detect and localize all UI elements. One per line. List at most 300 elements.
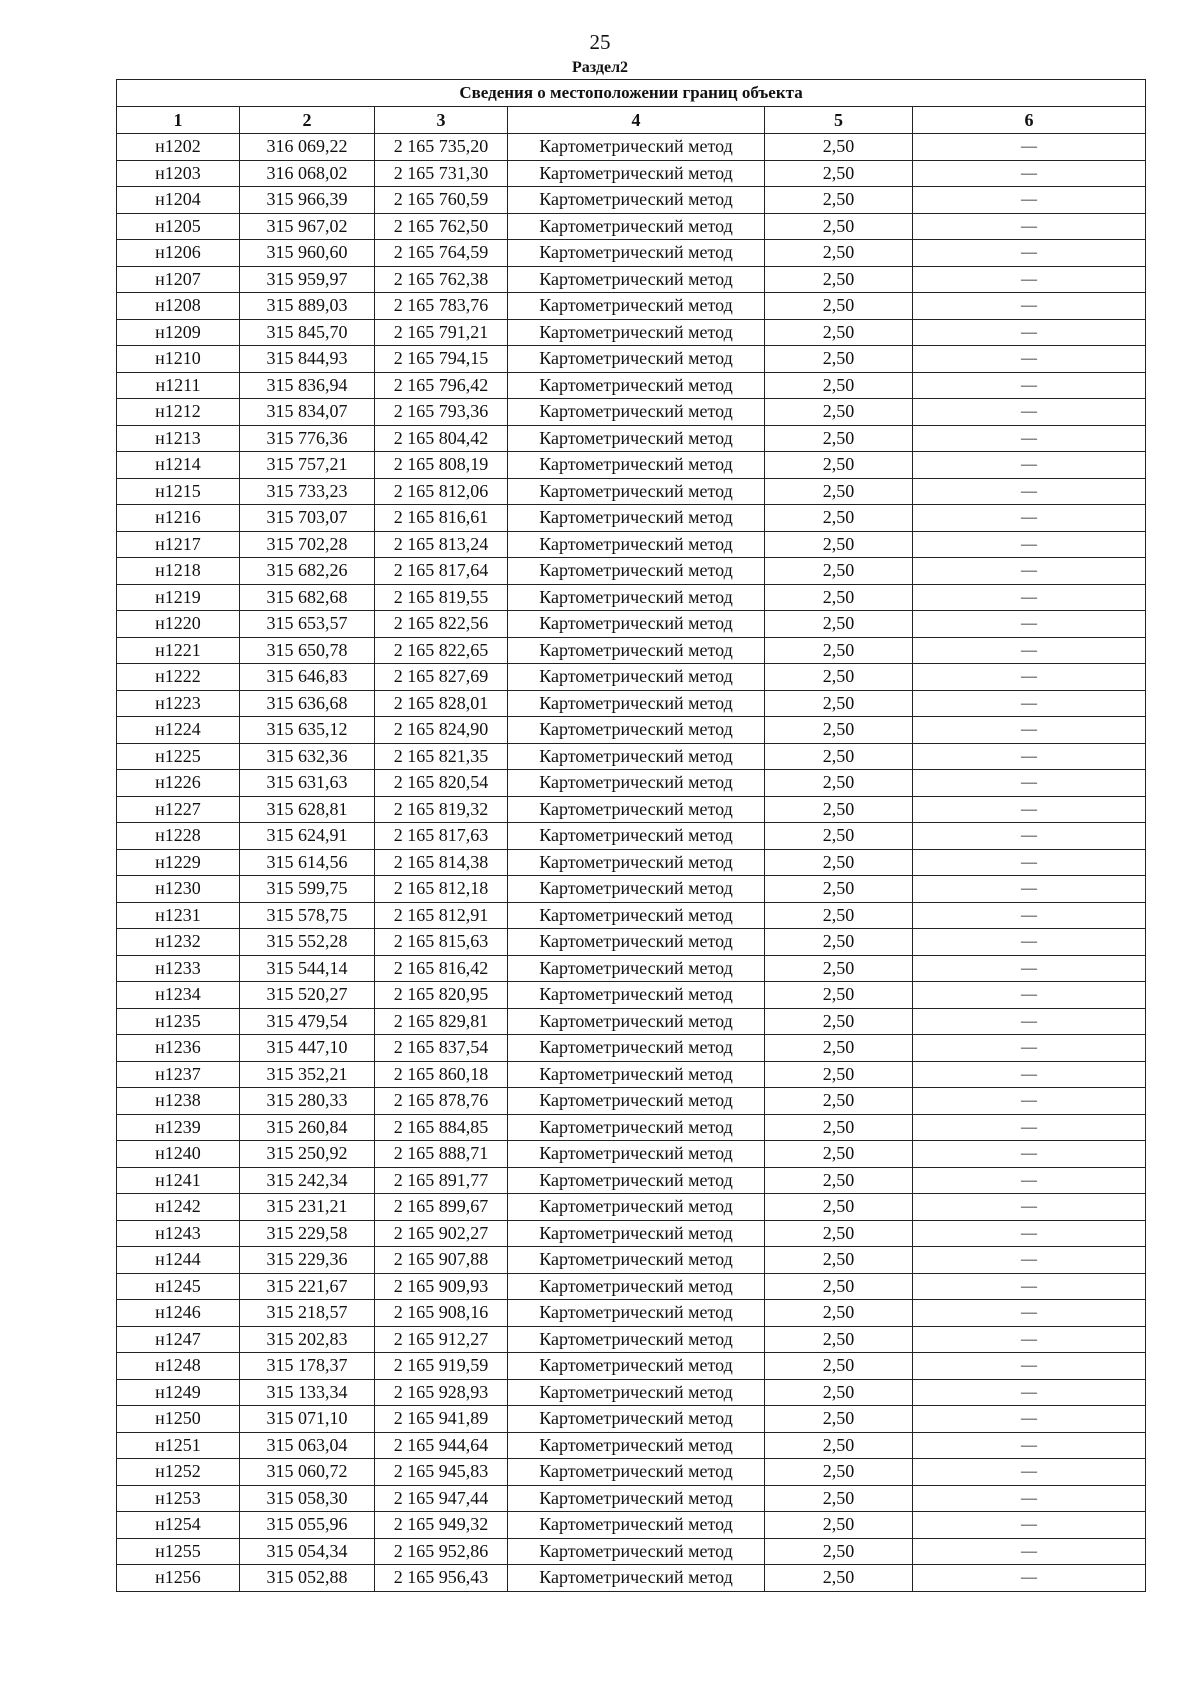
method-cell: Картометрический метод [508,1194,765,1221]
description-cell: — [913,1379,1146,1406]
x-coordinate-cell: 316 068,02 [240,160,375,187]
y-coordinate-cell: 2 165 909,93 [375,1273,508,1300]
table-row [117,1406,1146,1433]
y-coordinate-cell: 2 165 812,18 [375,876,508,903]
x-coordinate-cell: 315 844,93 [240,346,375,373]
point-id-cell: н1231 [117,902,240,929]
table-row [117,902,1146,929]
x-coordinate-cell: 315 250,92 [240,1141,375,1168]
description-cell: — [913,823,1146,850]
accuracy-cell: 2,50 [765,929,913,956]
x-coordinate-cell: 315 063,04 [240,1432,375,1459]
x-coordinate-cell: 315 055,96 [240,1512,375,1539]
method-cell: Картометрический метод [508,1512,765,1539]
point-id-cell: н1210 [117,346,240,373]
x-coordinate-cell: 315 632,36 [240,743,375,770]
x-coordinate-cell: 315 682,26 [240,558,375,585]
accuracy-cell: 2,50 [765,982,913,1009]
description-cell: — [913,346,1146,373]
accuracy-cell: 2,50 [765,584,913,611]
point-id-cell: н1206 [117,240,240,267]
y-coordinate-cell: 2 165 829,81 [375,1008,508,1035]
y-coordinate-cell: 2 165 760,59 [375,187,508,214]
y-coordinate-cell: 2 165 735,20 [375,134,508,161]
y-coordinate-cell: 2 165 813,24 [375,531,508,558]
table-row [117,425,1146,452]
x-coordinate-cell: 315 682,68 [240,584,375,611]
x-coordinate-cell: 315 960,60 [240,240,375,267]
x-coordinate-cell: 315 058,30 [240,1485,375,1512]
x-coordinate-cell: 315 520,27 [240,982,375,1009]
y-coordinate-cell: 2 165 945,83 [375,1459,508,1486]
method-cell: Картометрический метод [508,955,765,982]
method-cell: Картометрический метод [508,1061,765,1088]
point-id-cell: н1205 [117,213,240,240]
table-row [117,1565,1146,1592]
method-cell: Картометрический метод [508,796,765,823]
method-cell: Картометрический метод [508,399,765,426]
description-cell: — [913,1194,1146,1221]
description-cell: — [913,929,1146,956]
table-row [117,1326,1146,1353]
point-id-cell: н1213 [117,425,240,452]
description-cell: — [913,902,1146,929]
column-header: 5 [765,107,913,134]
method-cell: Картометрический метод [508,1379,765,1406]
point-id-cell: н1252 [117,1459,240,1486]
y-coordinate-cell: 2 165 899,67 [375,1194,508,1221]
table-row [117,1432,1146,1459]
method-cell: Картометрический метод [508,982,765,1009]
point-id-cell: н1229 [117,849,240,876]
point-id-cell: н1222 [117,664,240,691]
point-id-cell: н1227 [117,796,240,823]
point-id-cell: н1243 [117,1220,240,1247]
y-coordinate-cell: 2 165 878,76 [375,1088,508,1115]
accuracy-cell: 2,50 [765,1141,913,1168]
method-cell: Картометрический метод [508,1406,765,1433]
description-cell: — [913,664,1146,691]
y-coordinate-cell: 2 165 819,32 [375,796,508,823]
point-id-cell: н1245 [117,1273,240,1300]
point-id-cell: н1226 [117,770,240,797]
accuracy-cell: 2,50 [765,399,913,426]
point-id-cell: н1221 [117,637,240,664]
y-coordinate-cell: 2 165 804,42 [375,425,508,452]
point-id-cell: н1249 [117,1379,240,1406]
x-coordinate-cell: 315 733,23 [240,478,375,505]
point-id-cell: н1254 [117,1512,240,1539]
y-coordinate-cell: 2 165 822,65 [375,637,508,664]
y-coordinate-cell: 2 165 912,27 [375,1326,508,1353]
description-cell: — [913,1008,1146,1035]
description-cell: — [913,955,1146,982]
point-id-cell: н1251 [117,1432,240,1459]
accuracy-cell: 2,50 [765,1459,913,1486]
method-cell: Картометрический метод [508,1247,765,1274]
description-cell: — [913,505,1146,532]
column-header: 2 [240,107,375,134]
table-body [117,134,1146,1592]
point-id-cell: н1220 [117,611,240,638]
y-coordinate-cell: 2 165 817,63 [375,823,508,850]
accuracy-cell: 2,50 [765,160,913,187]
y-coordinate-cell: 2 165 821,35 [375,743,508,770]
x-coordinate-cell: 315 845,70 [240,319,375,346]
method-cell: Картометрический метод [508,372,765,399]
y-coordinate-cell: 2 165 808,19 [375,452,508,479]
y-coordinate-cell: 2 165 949,32 [375,1512,508,1539]
y-coordinate-cell: 2 165 828,01 [375,690,508,717]
method-cell: Картометрический метод [508,823,765,850]
point-id-cell: н1202 [117,134,240,161]
description-cell: — [913,796,1146,823]
table-row [117,1035,1146,1062]
y-coordinate-cell: 2 165 796,42 [375,372,508,399]
table-row [117,399,1146,426]
section-title: Раздел2 [571,59,629,76]
description-cell: — [913,134,1146,161]
column-header: 1 [117,107,240,134]
method-cell: Картометрический метод [508,1326,765,1353]
method-cell: Картометрический метод [508,717,765,744]
description-cell: — [913,717,1146,744]
accuracy-cell: 2,50 [765,187,913,214]
x-coordinate-cell: 315 836,94 [240,372,375,399]
table-row [117,1194,1146,1221]
description-cell: — [913,637,1146,664]
point-id-cell: н1218 [117,558,240,585]
y-coordinate-cell: 2 165 793,36 [375,399,508,426]
accuracy-cell: 2,50 [765,849,913,876]
x-coordinate-cell: 315 757,21 [240,452,375,479]
x-coordinate-cell: 315 052,88 [240,1565,375,1592]
accuracy-cell: 2,50 [765,743,913,770]
method-cell: Картометрический метод [508,584,765,611]
accuracy-cell: 2,50 [765,505,913,532]
accuracy-cell: 2,50 [765,134,913,161]
point-id-cell: н1214 [117,452,240,479]
point-id-cell: н1207 [117,266,240,293]
y-coordinate-cell: 2 165 947,44 [375,1485,508,1512]
y-coordinate-cell: 2 165 762,38 [375,266,508,293]
x-coordinate-cell: 315 889,03 [240,293,375,320]
table-row [117,637,1146,664]
table-row [117,531,1146,558]
x-coordinate-cell: 315 636,68 [240,690,375,717]
method-cell: Картометрический метод [508,213,765,240]
method-cell: Картометрический метод [508,664,765,691]
y-coordinate-cell: 2 165 902,27 [375,1220,508,1247]
method-cell: Картометрический метод [508,902,765,929]
y-coordinate-cell: 2 165 816,42 [375,955,508,982]
x-coordinate-cell: 315 552,28 [240,929,375,956]
x-coordinate-cell: 315 650,78 [240,637,375,664]
method-cell: Картометрический метод [508,770,765,797]
accuracy-cell: 2,50 [765,240,913,267]
method-cell: Картометрический метод [508,1538,765,1565]
accuracy-cell: 2,50 [765,531,913,558]
description-cell: — [913,1247,1146,1274]
accuracy-cell: 2,50 [765,1061,913,1088]
y-coordinate-cell: 2 165 884,85 [375,1114,508,1141]
x-coordinate-cell: 315 133,34 [240,1379,375,1406]
x-coordinate-cell: 315 202,83 [240,1326,375,1353]
description-cell: — [913,1167,1146,1194]
y-coordinate-cell: 2 165 817,64 [375,558,508,585]
table-row [117,372,1146,399]
description-cell: — [913,558,1146,585]
accuracy-cell: 2,50 [765,876,913,903]
x-coordinate-cell: 315 280,33 [240,1088,375,1115]
method-cell: Картометрический метод [508,1300,765,1327]
table-row [117,505,1146,532]
table-row [117,293,1146,320]
method-cell: Картометрический метод [508,1088,765,1115]
y-coordinate-cell: 2 165 824,90 [375,717,508,744]
column-header: 3 [375,107,508,134]
boundary-coordinates-table [116,79,1146,1592]
method-cell: Картометрический метод [508,266,765,293]
method-cell: Картометрический метод [508,1459,765,1486]
y-coordinate-cell: 2 165 816,61 [375,505,508,532]
accuracy-cell: 2,50 [765,664,913,691]
x-coordinate-cell: 315 653,57 [240,611,375,638]
accuracy-cell: 2,50 [765,478,913,505]
method-cell: Картометрический метод [508,134,765,161]
y-coordinate-cell: 2 165 812,91 [375,902,508,929]
table-row [117,1459,1146,1486]
accuracy-cell: 2,50 [765,770,913,797]
x-coordinate-cell: 315 834,07 [240,399,375,426]
accuracy-cell: 2,50 [765,823,913,850]
description-cell: — [913,849,1146,876]
y-coordinate-cell: 2 165 794,15 [375,346,508,373]
y-coordinate-cell: 2 165 837,54 [375,1035,508,1062]
y-coordinate-cell: 2 165 907,88 [375,1247,508,1274]
y-coordinate-cell: 2 165 822,56 [375,611,508,638]
y-coordinate-cell: 2 165 783,76 [375,293,508,320]
description-cell: — [913,1538,1146,1565]
table-row [117,849,1146,876]
x-coordinate-cell: 315 178,37 [240,1353,375,1380]
y-coordinate-cell: 2 165 819,55 [375,584,508,611]
accuracy-cell: 2,50 [765,1194,913,1221]
point-id-cell: н1242 [117,1194,240,1221]
accuracy-cell: 2,50 [765,1565,913,1592]
accuracy-cell: 2,50 [765,796,913,823]
method-cell: Картометрический метод [508,1485,765,1512]
description-cell: — [913,266,1146,293]
table-row [117,134,1146,161]
accuracy-cell: 2,50 [765,1273,913,1300]
method-cell: Картометрический метод [508,1008,765,1035]
y-coordinate-cell: 2 165 908,16 [375,1300,508,1327]
table-row [117,664,1146,691]
method-cell: Картометрический метод [508,1353,765,1380]
column-header: 4 [508,107,765,134]
table-row [117,982,1146,1009]
x-coordinate-cell: 315 218,57 [240,1300,375,1327]
x-coordinate-cell: 315 242,34 [240,1167,375,1194]
method-cell: Картометрический метод [508,240,765,267]
description-cell: — [913,478,1146,505]
table-row [117,1141,1146,1168]
point-id-cell: н1248 [117,1353,240,1380]
x-coordinate-cell: 315 635,12 [240,717,375,744]
point-id-cell: н1238 [117,1088,240,1115]
description-cell: — [913,187,1146,214]
y-coordinate-cell: 2 165 820,54 [375,770,508,797]
accuracy-cell: 2,50 [765,1485,913,1512]
method-cell: Картометрический метод [508,1114,765,1141]
table-row [117,876,1146,903]
description-cell: — [913,531,1146,558]
accuracy-cell: 2,50 [765,690,913,717]
accuracy-cell: 2,50 [765,902,913,929]
table-row [117,240,1146,267]
x-coordinate-cell: 315 702,28 [240,531,375,558]
description-cell: — [913,1326,1146,1353]
accuracy-cell: 2,50 [765,425,913,452]
description-cell: — [913,1353,1146,1380]
description-cell: — [913,452,1146,479]
point-id-cell: н1256 [117,1565,240,1592]
point-id-cell: н1246 [117,1300,240,1327]
point-id-cell: н1224 [117,717,240,744]
x-coordinate-cell: 316 069,22 [240,134,375,161]
point-id-cell: н1237 [117,1061,240,1088]
method-cell: Картометрический метод [508,452,765,479]
accuracy-cell: 2,50 [765,1512,913,1539]
method-cell: Картометрический метод [508,293,765,320]
accuracy-cell: 2,50 [765,1167,913,1194]
table-row [117,1273,1146,1300]
x-coordinate-cell: 315 479,54 [240,1008,375,1035]
accuracy-cell: 2,50 [765,1247,913,1274]
table-row [117,1538,1146,1565]
description-cell: — [913,1088,1146,1115]
accuracy-cell: 2,50 [765,1114,913,1141]
method-cell: Картометрический метод [508,1141,765,1168]
y-coordinate-cell: 2 165 731,30 [375,160,508,187]
y-coordinate-cell: 2 165 928,93 [375,1379,508,1406]
description-cell: — [913,1273,1146,1300]
table-row [117,1379,1146,1406]
table-row [117,584,1146,611]
x-coordinate-cell: 315 614,56 [240,849,375,876]
method-cell: Картометрический метод [508,1167,765,1194]
point-id-cell: н1216 [117,505,240,532]
table-row [117,1485,1146,1512]
point-id-cell: н1255 [117,1538,240,1565]
table-row [117,558,1146,585]
method-cell: Картометрический метод [508,876,765,903]
x-coordinate-cell: 315 578,75 [240,902,375,929]
table-row [117,717,1146,744]
point-id-cell: н1230 [117,876,240,903]
table-row [117,1088,1146,1115]
x-coordinate-cell: 315 260,84 [240,1114,375,1141]
point-id-cell: н1235 [117,1008,240,1035]
point-id-cell: н1234 [117,982,240,1009]
description-cell: — [913,611,1146,638]
method-cell: Картометрический метод [508,743,765,770]
point-id-cell: н1203 [117,160,240,187]
table-row [117,770,1146,797]
table-row [117,929,1146,956]
y-coordinate-cell: 2 165 952,86 [375,1538,508,1565]
method-cell: Картометрический метод [508,849,765,876]
point-id-cell: н1225 [117,743,240,770]
method-cell: Картометрический метод [508,478,765,505]
method-cell: Картометрический метод [508,637,765,664]
x-coordinate-cell: 315 966,39 [240,187,375,214]
column-header: 6 [913,107,1146,134]
table-row [117,1114,1146,1141]
y-coordinate-cell: 2 165 941,89 [375,1406,508,1433]
accuracy-cell: 2,50 [765,955,913,982]
table-header-row [117,107,1146,134]
table-caption: Сведения о местоположении границ объекта [117,80,1146,107]
description-cell: — [913,1141,1146,1168]
x-coordinate-cell: 315 229,58 [240,1220,375,1247]
point-id-cell: н1240 [117,1141,240,1168]
point-id-cell: н1241 [117,1167,240,1194]
description-cell: — [913,1432,1146,1459]
table-row [117,1512,1146,1539]
y-coordinate-cell: 2 165 791,21 [375,319,508,346]
description-cell: — [913,213,1146,240]
x-coordinate-cell: 315 544,14 [240,955,375,982]
description-cell: — [913,1459,1146,1486]
description-cell: — [913,240,1146,267]
table-row [117,1247,1146,1274]
point-id-cell: н1232 [117,929,240,956]
description-cell: — [913,876,1146,903]
x-coordinate-cell: 315 054,34 [240,1538,375,1565]
table-row [117,319,1146,346]
x-coordinate-cell: 315 071,10 [240,1406,375,1433]
method-cell: Картометрический метод [508,690,765,717]
y-coordinate-cell: 2 165 860,18 [375,1061,508,1088]
accuracy-cell: 2,50 [765,1220,913,1247]
table-row [117,478,1146,505]
y-coordinate-cell: 2 165 814,38 [375,849,508,876]
accuracy-cell: 2,50 [765,1035,913,1062]
x-coordinate-cell: 315 967,02 [240,213,375,240]
point-id-cell: н1217 [117,531,240,558]
method-cell: Картометрический метод [508,1432,765,1459]
x-coordinate-cell: 315 447,10 [240,1035,375,1062]
method-cell: Картометрический метод [508,505,765,532]
description-cell: — [913,160,1146,187]
method-cell: Картометрический метод [508,1565,765,1592]
table-row [117,1353,1146,1380]
accuracy-cell: 2,50 [765,346,913,373]
method-cell: Картометрический метод [508,187,765,214]
description-cell: — [913,1485,1146,1512]
table-row [117,611,1146,638]
x-coordinate-cell: 315 231,21 [240,1194,375,1221]
table-row [117,1220,1146,1247]
y-coordinate-cell: 2 165 919,59 [375,1353,508,1380]
description-cell: — [913,690,1146,717]
method-cell: Картометрический метод [508,1273,765,1300]
x-coordinate-cell: 315 599,75 [240,876,375,903]
table-row [117,452,1146,479]
table-row [117,160,1146,187]
